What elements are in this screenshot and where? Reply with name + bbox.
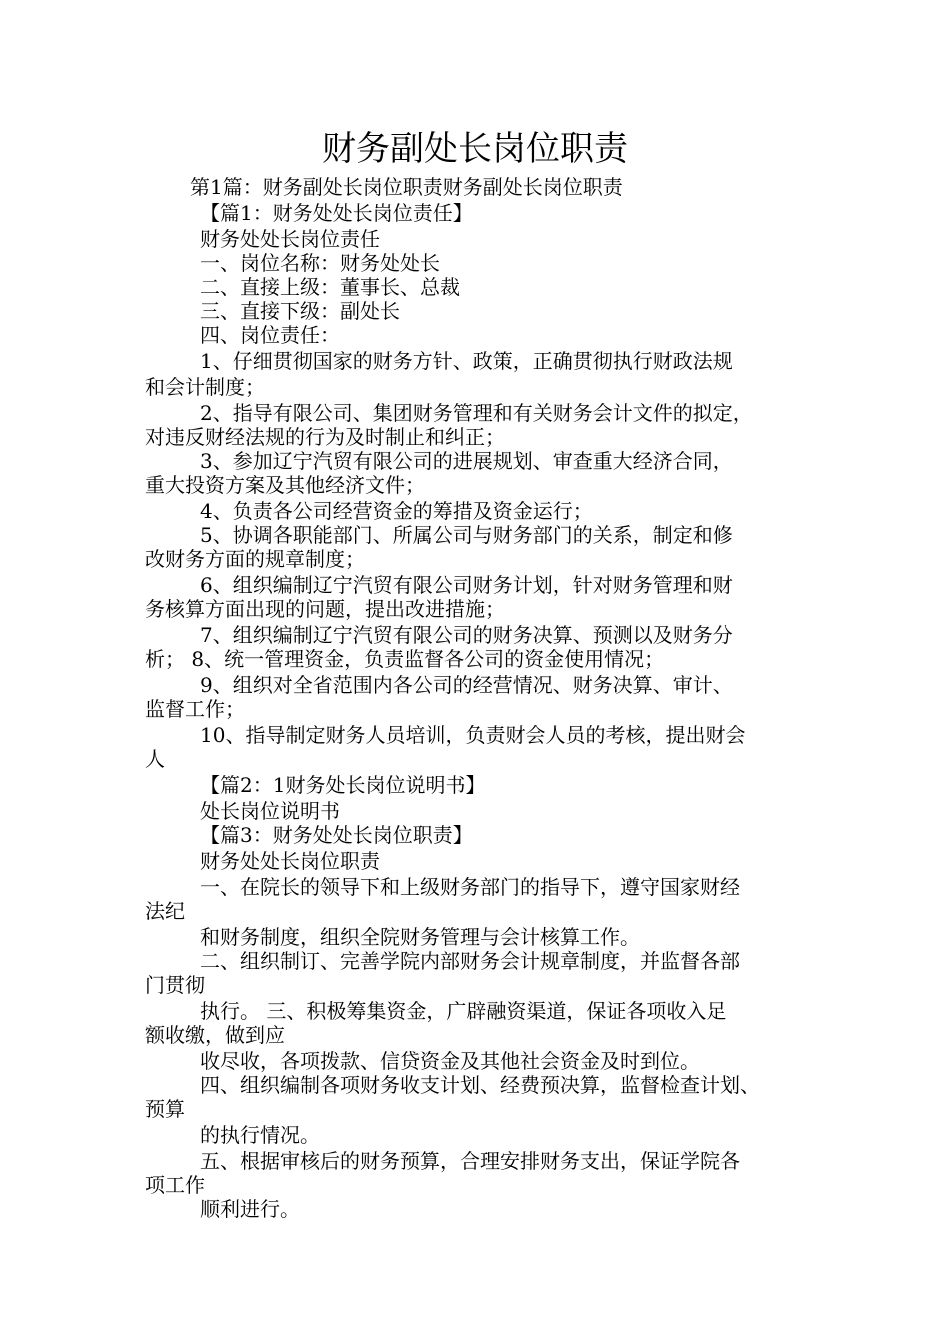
text-line: 2、指导有限公司、集团财务管理和有关财务会计文件的拟定， bbox=[200, 401, 753, 425]
text-line: 处长岗位说明书 bbox=[200, 799, 340, 823]
text-line: 预算 bbox=[145, 1097, 185, 1121]
text-line: 7、组织编制辽宁汽贸有限公司的财务决算、预测以及财务分 bbox=[200, 623, 733, 647]
text-line: 三、直接下级：副处长 bbox=[200, 299, 400, 323]
text-line: 3、参加辽宁汽贸有限公司的进展规划、审查重大经济合同， bbox=[200, 449, 733, 473]
text-line: 门贯彻 bbox=[145, 973, 205, 997]
text-line: 五、根据审核后的财务预算，合理安排财务支出，保证学院各 bbox=[200, 1149, 740, 1173]
text-line: 和会计制度； bbox=[145, 375, 265, 399]
text-line: 额收缴，做到应 bbox=[145, 1023, 285, 1047]
text-line: 财务处处长岗位责任 bbox=[200, 227, 380, 251]
section-heading: 【篇1：财务处处长岗位责任】 bbox=[200, 201, 473, 225]
text-line: 四、组织编制各项财务收支计划、经费预决算，监督检查计划、 bbox=[200, 1073, 760, 1097]
text-line: 重大投资方案及其他经济文件； bbox=[145, 473, 425, 497]
text-line: 项工作 bbox=[145, 1173, 205, 1197]
text-line: 的执行情况。 bbox=[200, 1123, 320, 1147]
text-line: 6、组织编制辽宁汽贸有限公司财务计划，针对财务管理和财 bbox=[200, 573, 733, 597]
text-line: 四、岗位责任： bbox=[200, 323, 340, 347]
text-line: 二、组织制订、完善学院内部财务会计规章制度，并监督各部 bbox=[200, 949, 740, 973]
text-line: 对违反财经法规的行为及时制止和纠正； bbox=[145, 425, 505, 449]
text-line: 5、协调各职能部门、所属公司与财务部门的关系，制定和修 bbox=[200, 523, 733, 547]
text-line: 务核算方面出现的问题，提出改进措施； bbox=[145, 597, 505, 621]
text-line: 第1篇：财务副处长岗位职责财务副处长岗位职责 bbox=[190, 175, 623, 199]
text-line: 监督工作； bbox=[145, 697, 245, 721]
text-line: 和财务制度，组织全院财务管理与会计核算工作。 bbox=[200, 925, 640, 949]
section-heading: 【篇2：1财务处长岗位说明书】 bbox=[200, 773, 486, 797]
text-line: 析； 8、统一管理资金，负责监督各公司的资金使用情况； bbox=[145, 647, 665, 671]
text-line: 财务处处长岗位职责 bbox=[200, 849, 380, 873]
document-title: 财务副处长岗位职责 bbox=[322, 129, 628, 169]
text-line: 顺利进行。 bbox=[200, 1197, 300, 1221]
text-line: 一、在院长的领导下和上级财务部门的指导下，遵守国家财经 bbox=[200, 875, 740, 899]
text-line: 4、负责各公司经营资金的筹措及资金运行； bbox=[200, 499, 593, 523]
text-line: 收尽收，各项拨款、信贷资金及其他社会资金及时到位。 bbox=[200, 1049, 700, 1073]
text-line: 10、指导制定财务人员培训，负责财会人员的考核，提出财会 bbox=[200, 723, 746, 747]
text-line: 9、组织对全省范围内各公司的经营情况、财务决算、审计、 bbox=[200, 673, 733, 697]
text-line: 执行。 三、积极筹集资金，广辟融资渠道，保证各项收入足 bbox=[200, 999, 727, 1023]
text-line: 法纪 bbox=[145, 899, 185, 923]
text-line: 改财务方面的规章制度； bbox=[145, 547, 365, 571]
text-line: 人 bbox=[145, 747, 165, 771]
text-line: 二、直接上级：董事长、总裁 bbox=[200, 275, 460, 299]
section-heading: 【篇3：财务处处长岗位职责】 bbox=[200, 823, 473, 847]
text-line: 一、岗位名称：财务处处长 bbox=[200, 251, 440, 275]
text-line: 1、仔细贯彻国家的财务方针、政策，正确贯彻执行财政法规 bbox=[200, 349, 733, 373]
